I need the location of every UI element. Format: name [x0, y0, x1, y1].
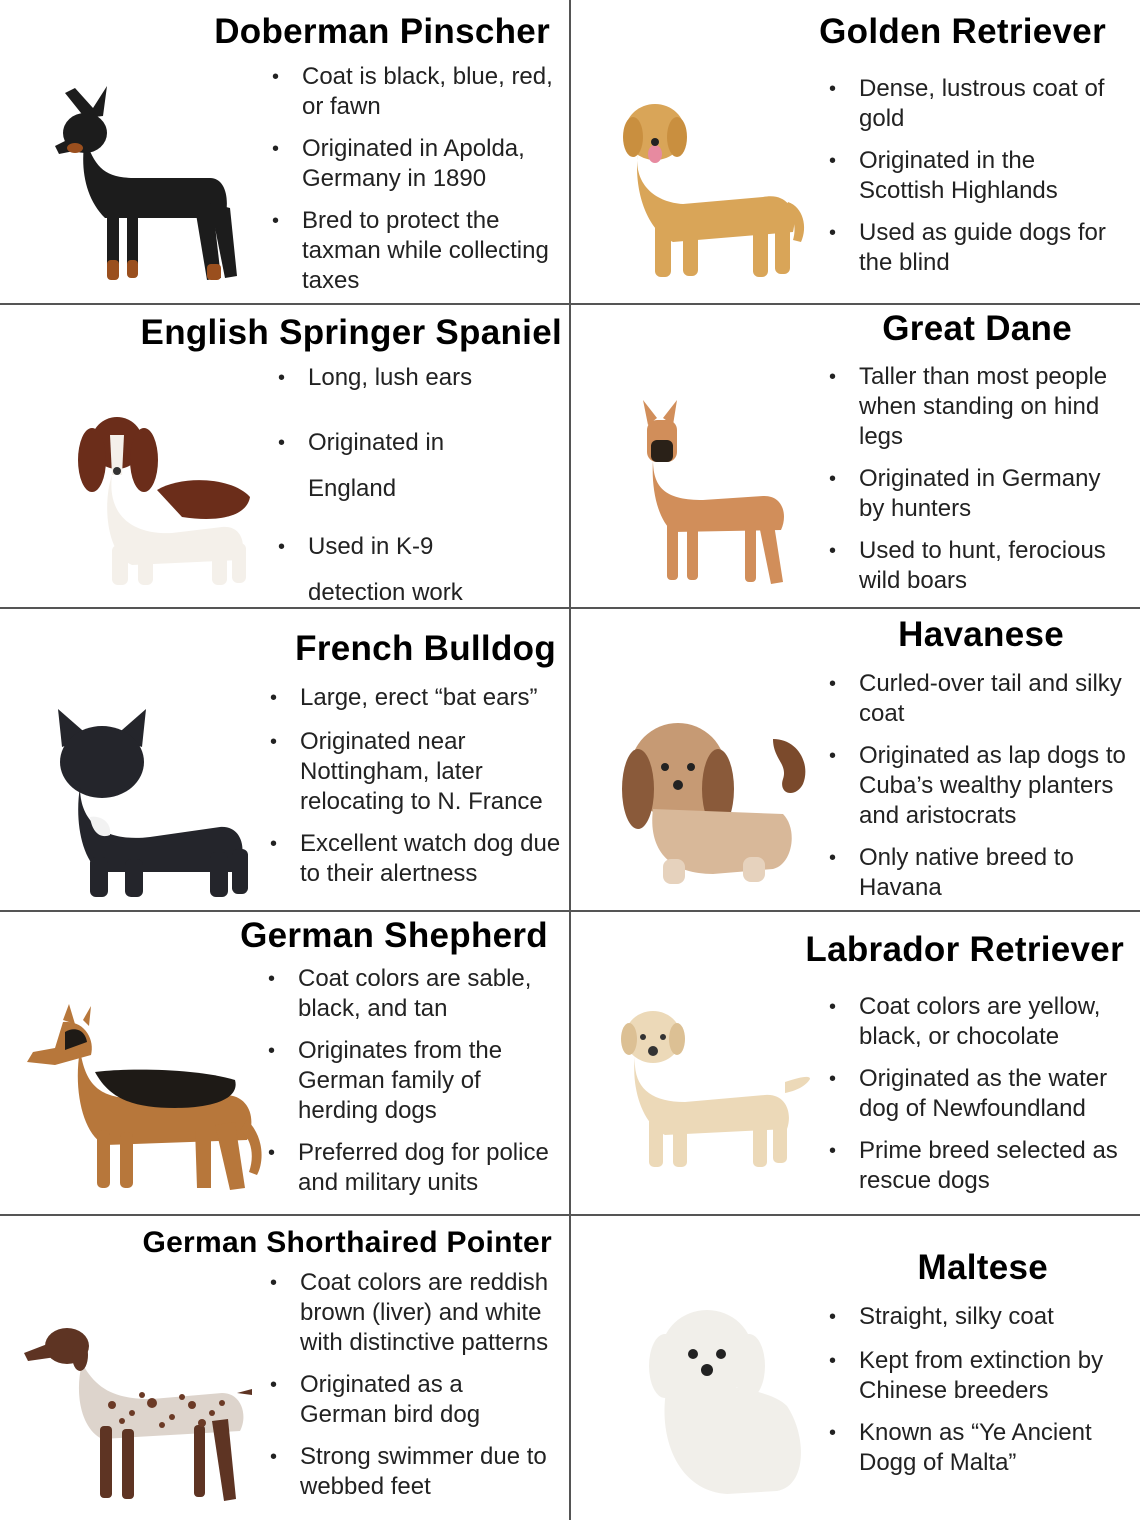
breed-card-springer-spaniel	[0, 305, 570, 608]
fact-item: • Kept from extinction by Chinese breeders	[827, 1346, 1132, 1406]
breed-title: French Bulldog	[295, 629, 556, 668]
fact-list	[827, 1302, 1132, 1478]
fact-item: • Coat colors are sable, black, and tan	[266, 964, 566, 1024]
fact-list	[827, 992, 1127, 1196]
fact-item: • Dense, lustrous coat of gold	[827, 74, 1122, 134]
labrador-icon	[615, 1007, 810, 1172]
fact-item: • Originated in England	[276, 420, 468, 512]
fact-item: • Taller than most people when standing on hind legs	[827, 362, 1127, 452]
fact-item: • Only native breed to Havana	[827, 843, 1099, 903]
breed-title: Golden Retriever	[819, 12, 1106, 51]
fact-item: • Curled-over tail and silky coat	[827, 669, 1132, 729]
maltese-icon	[647, 1306, 812, 1501]
fact-item: • Coat is black, blue, red, or fawn	[270, 62, 565, 122]
great-dane-icon	[633, 400, 793, 590]
breed-title: Maltese	[917, 1248, 1048, 1287]
german-shepherd-icon	[25, 1010, 265, 1195]
breed-card-labrador	[571, 912, 1140, 1215]
breed-card-pointer	[0, 1216, 570, 1520]
fact-list	[268, 1268, 568, 1502]
breed-card-great-dane	[571, 305, 1140, 608]
fact-item: • Large, erect “bat ears”	[268, 683, 563, 713]
fact-item: • Long, lush ears	[276, 363, 566, 393]
grid-divider-vertical	[569, 0, 571, 1520]
grid-divider-horizontal	[0, 303, 1140, 305]
fact-item: • Originates from the German family of herding dogs	[266, 1036, 538, 1126]
fact-item: • Excellent watch dog due to their alertness	[268, 829, 563, 889]
fact-item: • Known as “Ye Ancient Dogg of Malta”	[827, 1418, 1119, 1478]
fact-item: • Originated as a German bird dog	[268, 1370, 520, 1430]
havanese-icon	[623, 719, 813, 889]
springer-spaniel-icon	[72, 405, 257, 590]
fact-item: • Strong swimmer due to webbed feet	[268, 1442, 568, 1502]
breed-title: German Shorthaired Pointer	[142, 1226, 552, 1259]
fact-item: • Originated as the water dog of Newfoundland	[827, 1064, 1127, 1124]
breed-title: German Shepherd	[240, 916, 548, 955]
fact-item: • Preferred dog for police and military units	[266, 1138, 566, 1198]
fact-list	[266, 964, 566, 1198]
fact-item: • Bred to protect the taxman while collecting taxes	[270, 206, 565, 296]
breed-title: English Springer Spaniel	[140, 313, 562, 352]
breed-title: Doberman Pinscher	[214, 12, 550, 51]
breed-card-german-shepherd	[0, 912, 570, 1215]
breed-card-golden-retriever	[571, 0, 1140, 304]
fact-list	[268, 683, 563, 889]
breed-card-havanese	[571, 609, 1140, 911]
breed-card-doberman	[0, 0, 570, 304]
pointer-icon	[22, 1321, 252, 1506]
fact-item: • Used in K-9 detection work	[276, 524, 478, 608]
fact-item: • Originated in Germany by hunters	[827, 464, 1127, 524]
fact-item: • Originated near Nottingham, later relocating to N. France	[268, 727, 563, 817]
fact-list	[827, 362, 1127, 596]
doberman-icon	[45, 78, 250, 293]
fact-list	[827, 74, 1122, 278]
grid-divider-horizontal	[0, 910, 1140, 912]
fact-item: • Prime breed selected as rescue dogs	[827, 1136, 1119, 1196]
breed-card-maltese	[571, 1216, 1140, 1520]
fact-item: • Used as guide dogs for the blind	[827, 218, 1122, 278]
golden-retriever-icon	[613, 92, 808, 287]
fact-list	[827, 669, 1132, 903]
breed-title: Havanese	[898, 615, 1064, 654]
fact-item: • Originated in Apolda, Germany in 1890	[270, 134, 565, 194]
fact-list	[270, 62, 565, 296]
fact-item: • Coat colors are reddish brown (liver) and white with distinctive patterns	[268, 1268, 568, 1358]
breed-card-french-bulldog	[0, 609, 570, 911]
fact-item: • Originated in the Scottish Highlands	[827, 146, 1122, 206]
french-bulldog-icon	[50, 707, 255, 902]
fact-item: • Originated as lap dogs to Cuba’s wealthy planters and aristocrats	[827, 741, 1132, 831]
fact-item: • Used to hunt, ferocious wild boars	[827, 536, 1127, 596]
breed-title: Great Dane	[882, 309, 1072, 348]
fact-item: • Straight, silky coat	[827, 1302, 1132, 1332]
fact-item: • Coat colors are yellow, black, or chocolate	[827, 992, 1127, 1052]
grid-divider-horizontal	[0, 1214, 1140, 1216]
breed-title: Labrador Retriever	[805, 930, 1124, 969]
grid-divider-horizontal	[0, 607, 1140, 609]
fact-list	[276, 363, 566, 608]
